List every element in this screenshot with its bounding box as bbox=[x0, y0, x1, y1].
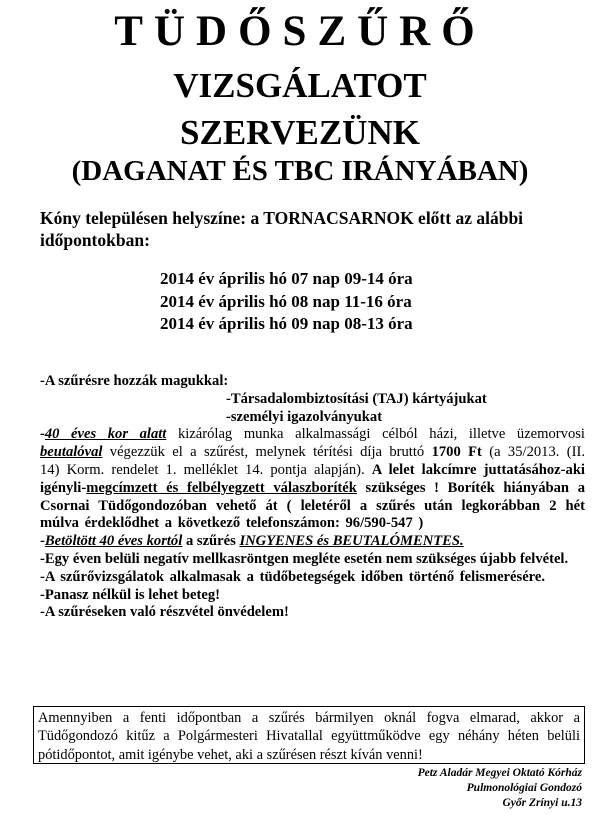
bring-item-taj: -Társadalombiztosítási (TAJ) kártyájukat bbox=[226, 390, 487, 407]
under-40-paragraph: -40 éves kor alatt kizárólag munka alkalmassági célból házi, illetve üzemorvosi beutalóval végezzük el a szűrést, melynek térítési díja bruttó 1700 Ft (a 35/2013. (II. 14) Korm. rendelet 1. melléklet 14. pontja alapján). A lelet lakcímre juttatásához-aki igényli-megcímzett és felbélyegzett válaszboríték szükséges ! Boríték hiányában a Csornai Tüdőgondozóban vehető át ( leletéről a szűrés után legkorábban 2 hét múlva érdeklődhet a következő telefonszámon: 96/590-547 ) bbox=[40, 426, 585, 532]
title-subtitle: (DAGANAT ÉS TBC IRÁNYÁBAN) bbox=[71, 155, 529, 187]
free-of-charge: INGYENES és BEUTALÓMENTES. bbox=[239, 533, 464, 550]
date-item: 2014 év április hó 07 nap 09-14 óra bbox=[160, 269, 413, 288]
signature-block bbox=[418, 766, 582, 811]
date-item: 2014 év április hó 09 nap 08-13 óra bbox=[160, 314, 413, 333]
info-body bbox=[40, 373, 585, 622]
referral-word: beutalóval bbox=[40, 444, 103, 461]
notice-box: Amennyiben a fenti időpontban a szűrés bármilyen oknál fogva elmarad, akkor a Tüdőgondozó kitűz a Polgármesteri Hivatallal együttműködve egy néhány héten belüli pótidőpontot, amit igénybe vehet, aki a szűrésen részt kíván venni! bbox=[33, 706, 585, 764]
note-self-protection: -A szűréseken való részvétel önvédelem! bbox=[40, 604, 289, 621]
price: 1700 Ft bbox=[431, 444, 482, 461]
signature-line: Pulmonológiai Gondozó bbox=[466, 782, 582, 794]
title-line-2: VIZSGÁLATOT bbox=[173, 66, 427, 105]
signature-line: Petz Aladár Megyei Oktató Kórház bbox=[417, 767, 582, 779]
under-40-emphasis: 40 éves kor alatt bbox=[44, 426, 167, 443]
title-main: TÜDŐSZŰRŐ bbox=[114, 8, 486, 55]
over-40-line: -Betöltött 40 éves kortól a szűrés INGYENES és BEUTALÓMENTES. bbox=[40, 533, 464, 550]
date-list bbox=[160, 268, 413, 336]
intro-line-1: Kóny településen helyszíne: a TORNACSARNOK előtt az alábbi bbox=[40, 208, 524, 228]
intro-line-2: időpontokban: bbox=[40, 230, 150, 250]
envelope-requirement: megcímzett és felbélyegzett válaszboríték bbox=[86, 479, 357, 496]
note-no-symptoms: -Panasz nélkül is lehet beteg! bbox=[40, 586, 220, 603]
note-xray: -Egy éven belüli negatív mellkasröntgen megléte esetén nem szükséges újabb felvétel. bbox=[40, 550, 569, 567]
bring-item-id: -személyi igazolványukat bbox=[226, 408, 383, 425]
over-40-emphasis: Betöltött 40 éves kortól bbox=[44, 533, 183, 550]
signature-line: Győr Zrínyi u.13 bbox=[502, 797, 582, 809]
date-item: 2014 év április hó 08 nap 11-16 óra bbox=[160, 291, 412, 311]
note-purpose: -A szűrővizsgálatok alkalmasak a tüdőbetegségek időben történő felismerésére. bbox=[40, 568, 546, 585]
title-line-3: SZERVEZÜNK bbox=[180, 113, 420, 152]
bring-heading: -A szűrésre hozzák magukkal: bbox=[40, 373, 229, 389]
location-intro bbox=[40, 207, 560, 251]
